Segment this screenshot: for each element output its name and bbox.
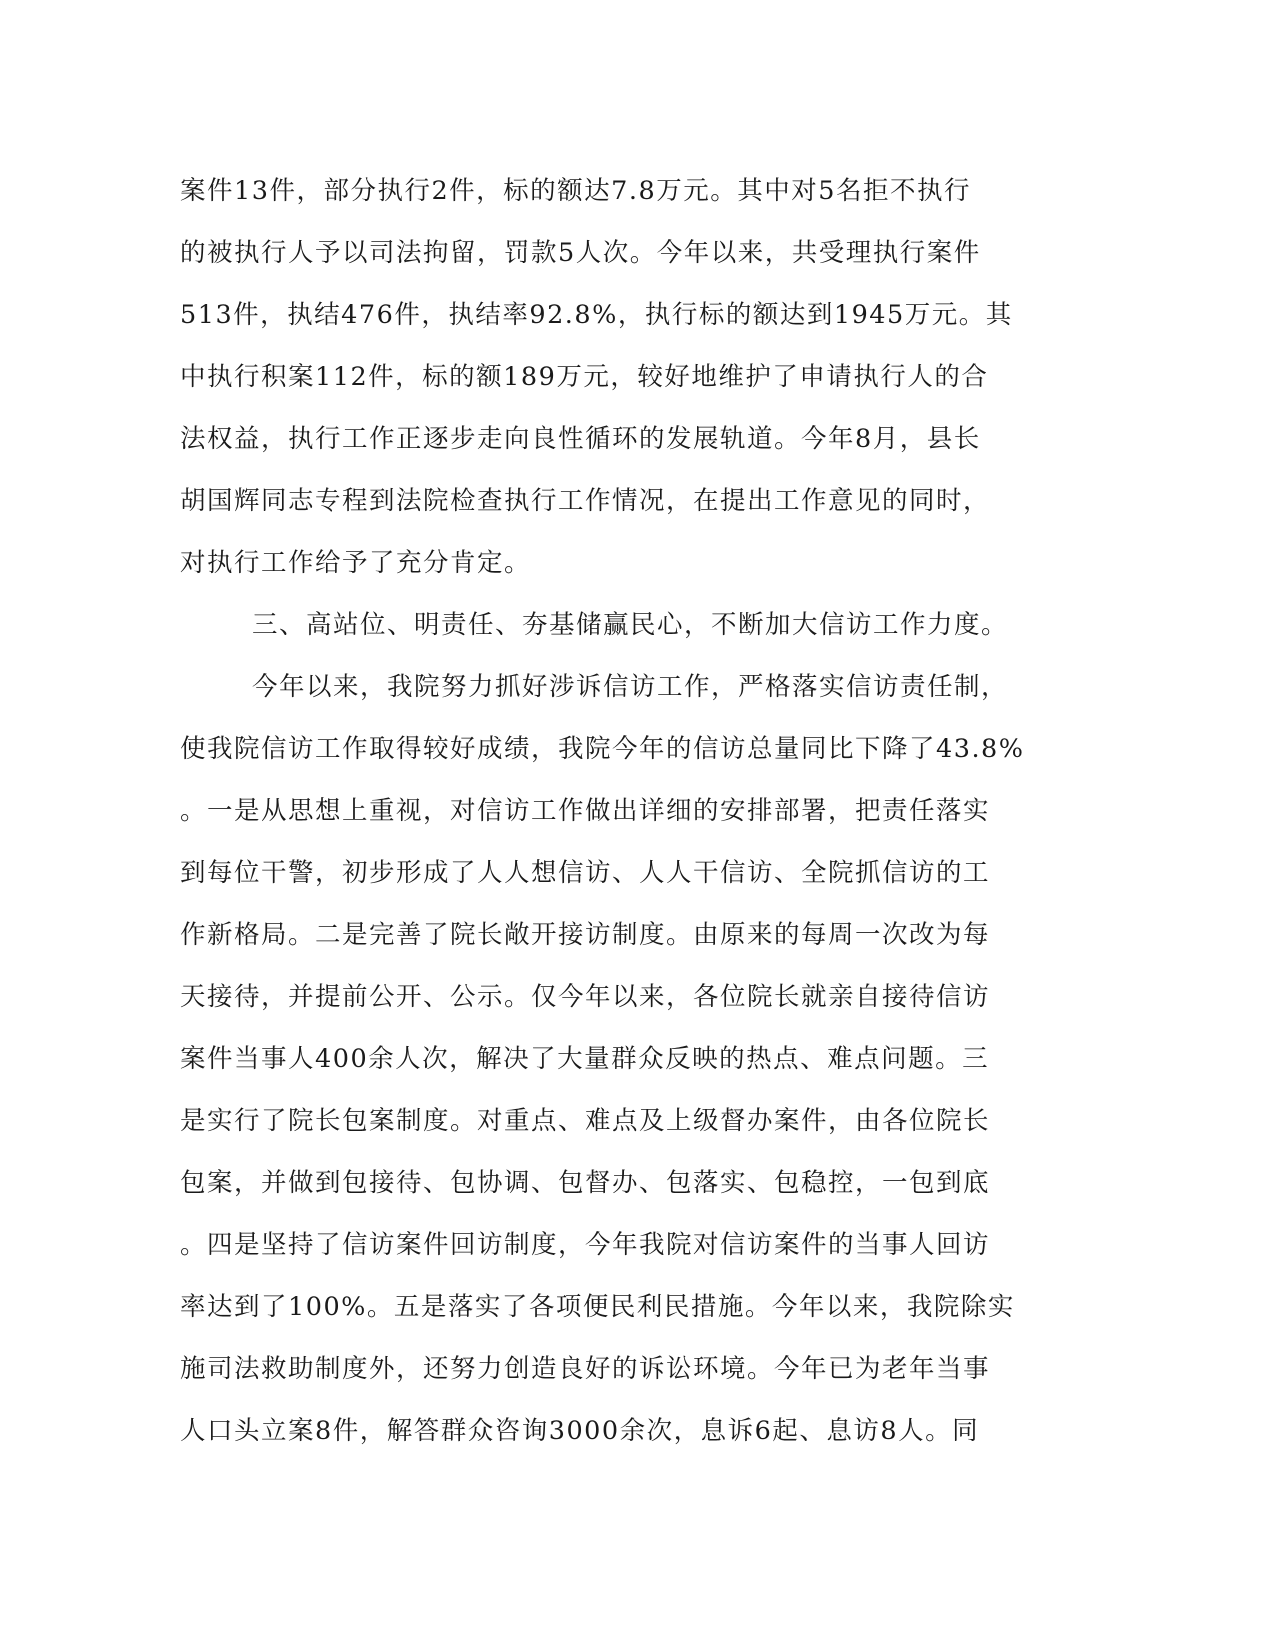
text-line: 对执行工作给予了充分肯定。: [180, 548, 532, 578]
text-line: 513件，执结476件，执结率92.8%，执行标的额达到1945万元。其: [180, 300, 1013, 330]
text-line: 包案，并做到包接待、包协调、包督办、包落实、包稳控，一包到底: [180, 1168, 991, 1198]
text-line: 是实行了院长包案制度。对重点、难点及上级督办案件，由各位院长: [180, 1106, 991, 1136]
paragraph-first-line: 三、高站位、明责任、夯基储赢民心，不断加大信访工作力度。: [252, 610, 1009, 640]
text-line: 使我院信访工作取得较好成绩，我院今年的信访总量同比下降了43.8%: [180, 734, 1025, 764]
text-line: 案件当事人400余人次，解决了大量群众反映的热点、难点问题。三: [180, 1044, 990, 1074]
text-line: 。一是从思想上重视，对信访工作做出详细的安排部署，把责任落实: [180, 796, 991, 826]
paragraph-first-line: 今年以来，我院努力抓好涉诉信访工作，严格落实信访责任制，: [252, 672, 1009, 702]
text-line: 。四是坚持了信访案件回访制度，今年我院对信访案件的当事人回访: [180, 1230, 991, 1260]
text-line: 到每位干警，初步形成了人人想信访、人人干信访、全院抓信访的工: [180, 858, 991, 888]
body-text: [180, 160, 1080, 1462]
text-line: 施司法救助制度外，还努力创造良好的诉讼环境。今年已为老年当事: [180, 1354, 991, 1384]
text-line: 案件13件，部分执行2件，标的额达7.8万元。其中对5名拒不执行: [180, 176, 971, 206]
text-line: 法权益，执行工作正逐步走向良性循环的发展轨道。今年8月，县长: [180, 424, 981, 454]
text-line: 率达到了100%。五是落实了各项便民利民措施。今年以来，我院除实: [180, 1292, 1015, 1322]
text-line: 作新格局。二是完善了院长敞开接访制度。由原来的每周一次改为每: [180, 920, 991, 950]
text-line: 胡国辉同志专程到法院检查执行工作情况，在提出工作意见的同时，: [180, 486, 991, 516]
text-line: 人口头立案8件，解答群众咨询3000余次，息诉6起、息访8人。同: [180, 1416, 980, 1446]
text-line: 中执行积案112件，标的额189万元，较好地维护了申请执行人的合: [180, 362, 989, 392]
text-line: 的被执行人予以司法拘留，罚款5人次。今年以来，共受理执行案件: [180, 238, 981, 268]
text-line: 天接待，并提前公开、公示。仅今年以来，各位院长就亲自接待信访: [180, 982, 991, 1012]
